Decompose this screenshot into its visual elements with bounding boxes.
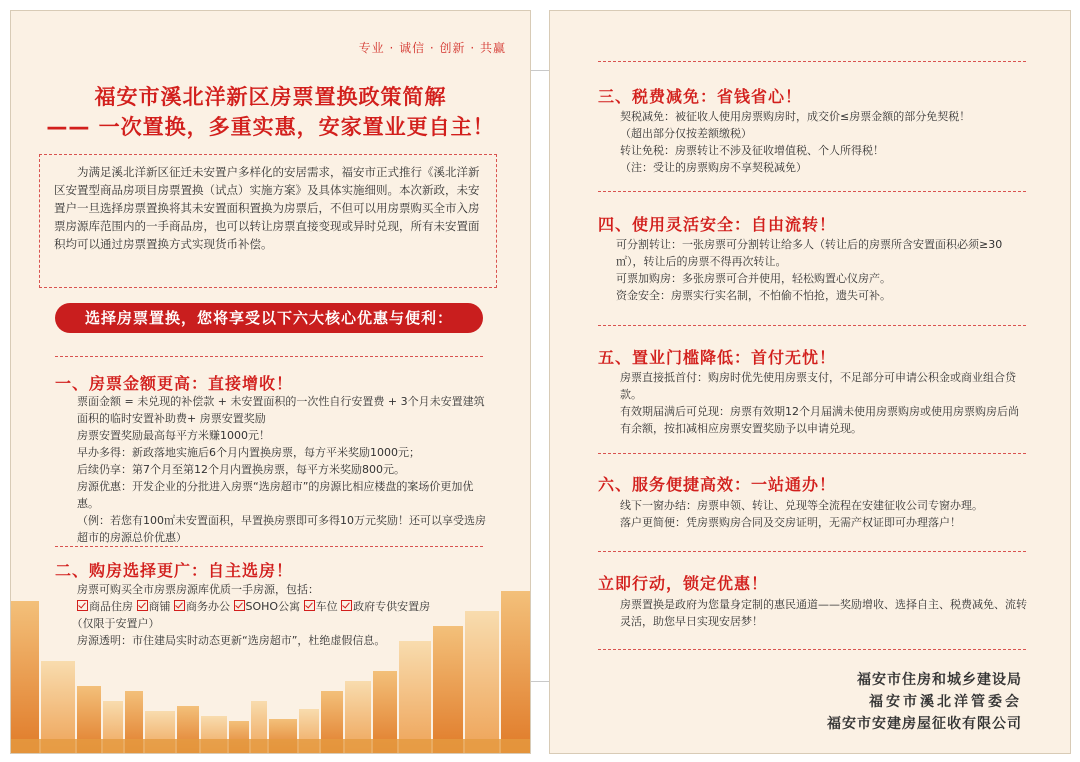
divider [598, 191, 1026, 192]
section-2-line: 房源透明：市住建局实时动态更新“选房超市”，杜绝虚假信息。 [77, 634, 386, 647]
section-2-title: 二、购房选择更广：自主选房！ [55, 561, 294, 580]
section-7-body [598, 596, 1028, 630]
section-2-line: 房票可购买全市房票房源库优质一手房源，包括： [77, 583, 319, 596]
checkbox-icon [77, 600, 88, 611]
section-6-line: 线下一窗办结：房票申领、转让、兑现等全流程在安建征收公司专窗办理。 [620, 499, 983, 512]
house-type-options [55, 598, 487, 615]
section-3-line: 转让免税：房票转让不涉及征收增值税、个人所得税！ [620, 144, 884, 157]
divider [598, 551, 1026, 552]
divider [598, 453, 1026, 454]
signature-org-1: 福安市住房和城乡建设局 [857, 672, 1022, 688]
left-page [10, 10, 531, 754]
section-5-line: 房票直接抵首付：购房时优先使用房票支付，不足部分可申请公积金或商业组合贷款。 [620, 371, 1016, 401]
intro-box: 为满足溪北洋新区征迁未安置户多样化的安居需求，福安市正式推行《溪北洋新区安置型商品房项目房票置换（试点）实施方案》及具体实施细则。本次新政，未安置户一旦选择房票置换将其未安置面积置换为房票后，不但可以用房票购买全市入房票房源库范围内的一手商品房，也可以转让房票直接变现或异时兑现，所有未安置面积均可以通过房票置换方式实现货币补偿。 [39, 154, 497, 288]
section-1-body [55, 393, 487, 546]
section-6-title: 六、服务便捷高效：一站通办！ [598, 475, 837, 494]
section-3-body [598, 108, 1028, 176]
section-4-line: 资金安全：房票实行实名制，不怕偷不怕抢，遗失可补。 [616, 289, 891, 302]
checkbox-icon [341, 600, 352, 611]
section-1-line: 房源优惠：开发企业的分批进入房票“选房超市”的房源比相应楼盘的案场价更加优惠。 [77, 480, 474, 510]
slogan: 专业 · 诚信 · 创新 · 共赢 [358, 41, 506, 55]
section-1-line: 后续仍享：第7个月至第12个月内置换房票，每平方米奖励800元。 [77, 463, 405, 476]
section-3-line: 契税减免：被征收人使用房票购房时，成交价≤房票金额的部分免契税！ [620, 110, 971, 123]
section-6-body [598, 497, 1028, 531]
section-6-line: 落户更简便：凭房票购房合同及交房证明，无需产权证即可办理落户！ [620, 516, 961, 529]
signature-org-2: 福安市溪北洋管委会 [869, 694, 1022, 710]
section-5-line: 有效期届满后可兑现：房票有效期12个月届满未使用房票购房或使用房票购房后尚有余额，按扣减相应房票安置奖励予以申请兑现。 [620, 405, 1019, 435]
house-type-option: 政府专供安置房 [353, 600, 431, 613]
section-7-title: 立即行动，锁定优惠！ [598, 574, 769, 593]
house-type-option: 商铺 [148, 600, 171, 613]
divider [55, 356, 483, 357]
section-5-title: 五、置业门槛降低：首付无忧！ [598, 348, 837, 367]
checkbox-icon [234, 600, 245, 611]
section-4-body [594, 236, 1028, 304]
section-3-line: （注：受让的房票购房不享契税减免） [620, 161, 807, 174]
section-1-title: 一、房票金额更高：直接增收！ [55, 374, 294, 393]
house-type-option: 商品住房 [89, 600, 133, 613]
benefits-banner: 选择房票置换，您将享受以下六大核心优惠与便利： [55, 303, 483, 333]
house-type-option: 车位 [315, 600, 338, 613]
divider [55, 546, 483, 547]
section-2-body [55, 581, 487, 649]
page-title: 福安市溪北洋新区房票置换政策简解 [94, 85, 447, 109]
section-3-line: （超出部分仅按差额缴税） [620, 127, 752, 140]
section-1-line: 早办多得：新政落地实施后6个月内置换房票，每方平米奖励1000元； [77, 446, 420, 459]
section-4-line: 可分割转让：一张房票可分割转让给多人（转让后的房票所含安置面积必须≥30㎡），转让后的房票不得再次转让。 [616, 238, 1003, 268]
section-1-line: 票面金额 = 未兑现的补偿款 + 未安置面积的一次性自行安置费 + 3个月未安置建筑面积的临时安置补助费+ 房票安置奖励 [77, 395, 485, 425]
house-type-option: 商务办公 [186, 600, 230, 613]
option-note: （仅限于安置户） [71, 617, 160, 630]
section-7-line: 房票置换是政府为您量身定制的惠民通道——奖励增收、选择自主、税费减免、流转灵活，助您早日实现安居梦！ [620, 598, 1027, 628]
checkbox-icon [304, 600, 315, 611]
section-4-line: 可票加购房：多张房票可合并使用，轻松购置心仪房产。 [616, 272, 891, 285]
right-page [549, 10, 1071, 754]
section-3-title: 三、税费减免：省钱省心！ [598, 87, 803, 106]
section-1-line: 房票安置奖励最高每平方米赚1000元！ [77, 429, 270, 442]
divider [598, 61, 1026, 62]
divider [598, 649, 1026, 650]
section-1-line: （例：若您有100㎡未安置面积，早置换房票即可多得10万元奖励！还可以享受选房超市的房源总价优惠） [77, 514, 486, 544]
divider [598, 325, 1026, 326]
checkbox-icon [174, 600, 185, 611]
house-type-option: SOHO公寓 [245, 600, 301, 613]
checkbox-icon [137, 600, 148, 611]
fold-line [531, 70, 549, 682]
section-4-title: 四、使用灵活安全：自由流转！ [598, 215, 837, 234]
signature-org-3: 福安市安建房屋征收有限公司 [827, 716, 1022, 732]
section-5-body [598, 369, 1028, 437]
page-subtitle: —— 一次置换，多重实惠，安家置业更自主！ [46, 115, 495, 139]
